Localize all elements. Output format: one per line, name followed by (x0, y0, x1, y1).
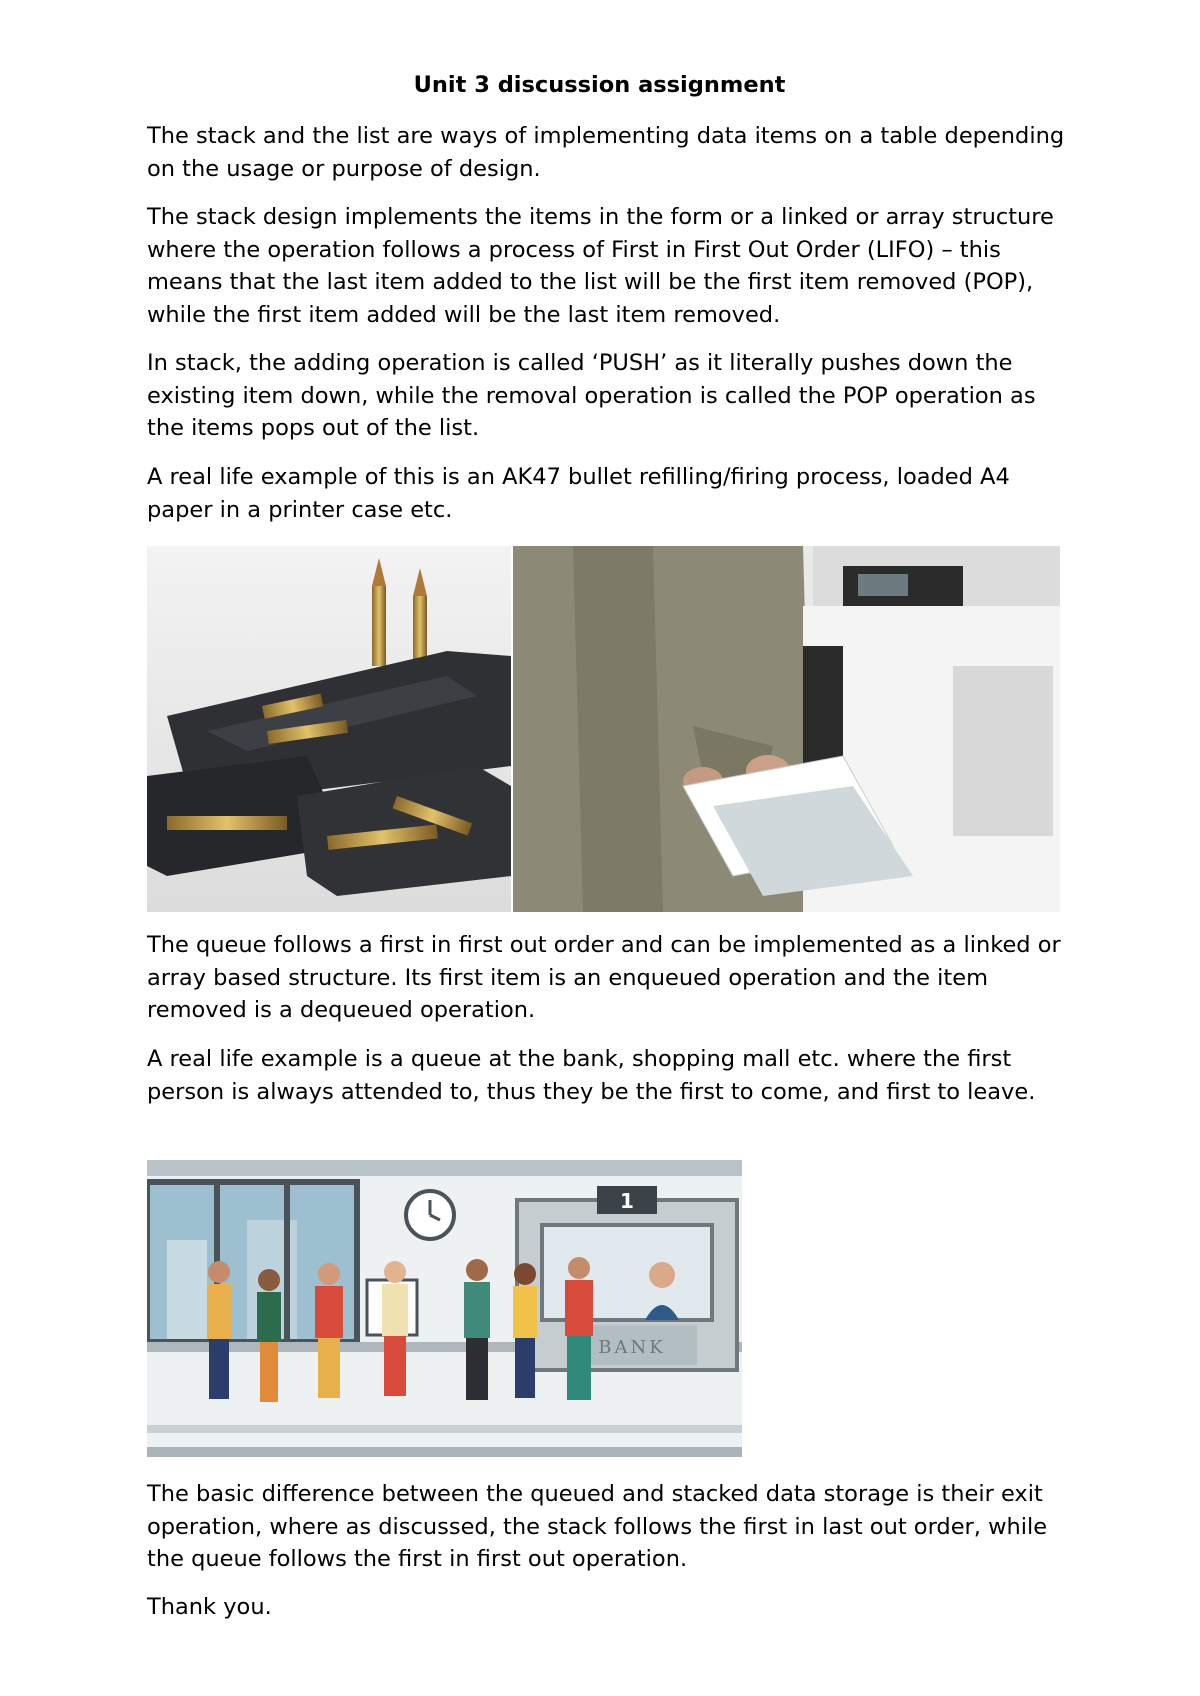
bank-sign: BANK (598, 1337, 666, 1358)
paragraph-queue-example: A real life example is a queue at the bank, shopping mall etc. where the first person is always attended to, thus they be the first to come, and first to leave. (147, 1046, 1036, 1105)
printer-paper-image (513, 546, 1060, 912)
paragraph-intro: The stack and the list are ways of implementing data items on a table depending on the usage or purpose of design. (147, 123, 1065, 182)
ammo-magazine-image (147, 546, 511, 912)
paragraph-difference: The basic difference between the queued and stacked data storage is their exit operation, where as discussed, the stack follows the first in last out order, while the queue follows the first in first out operation. (147, 1481, 1048, 1572)
paragraph-stack-design: The stack design implements the items in the form or a linked or array structure where the operation follows a process of First in First Out Order (LIFO) – this means that the last item added to the list will be the first item removed (POP), while the first item added will be the last item removed. (147, 204, 1054, 328)
paragraph-closing: Thank you. (147, 1594, 272, 1620)
paragraph-queue: The queue follows a first in first out order and can be implemented as a linked or array based structure. Its first item is an enqueued operation and the item removed is a dequeued operation. (147, 932, 1061, 1023)
document-title: Unit 3 discussion assignment (413, 72, 786, 98)
paragraph-push-pop: In stack, the adding operation is called ‘PUSH’ as it literally pushes down the existing item down, while the removal operation is called the POP operation as the items pops out of the list. (147, 350, 1036, 441)
paragraph-stack-example: A real life example of this is an AK47 bullet refilling/firing process, loaded A4 paper in a printer case etc. (147, 464, 1010, 523)
counter-number: 1 (620, 1189, 634, 1213)
bank-queue-illustration (147, 1160, 742, 1457)
